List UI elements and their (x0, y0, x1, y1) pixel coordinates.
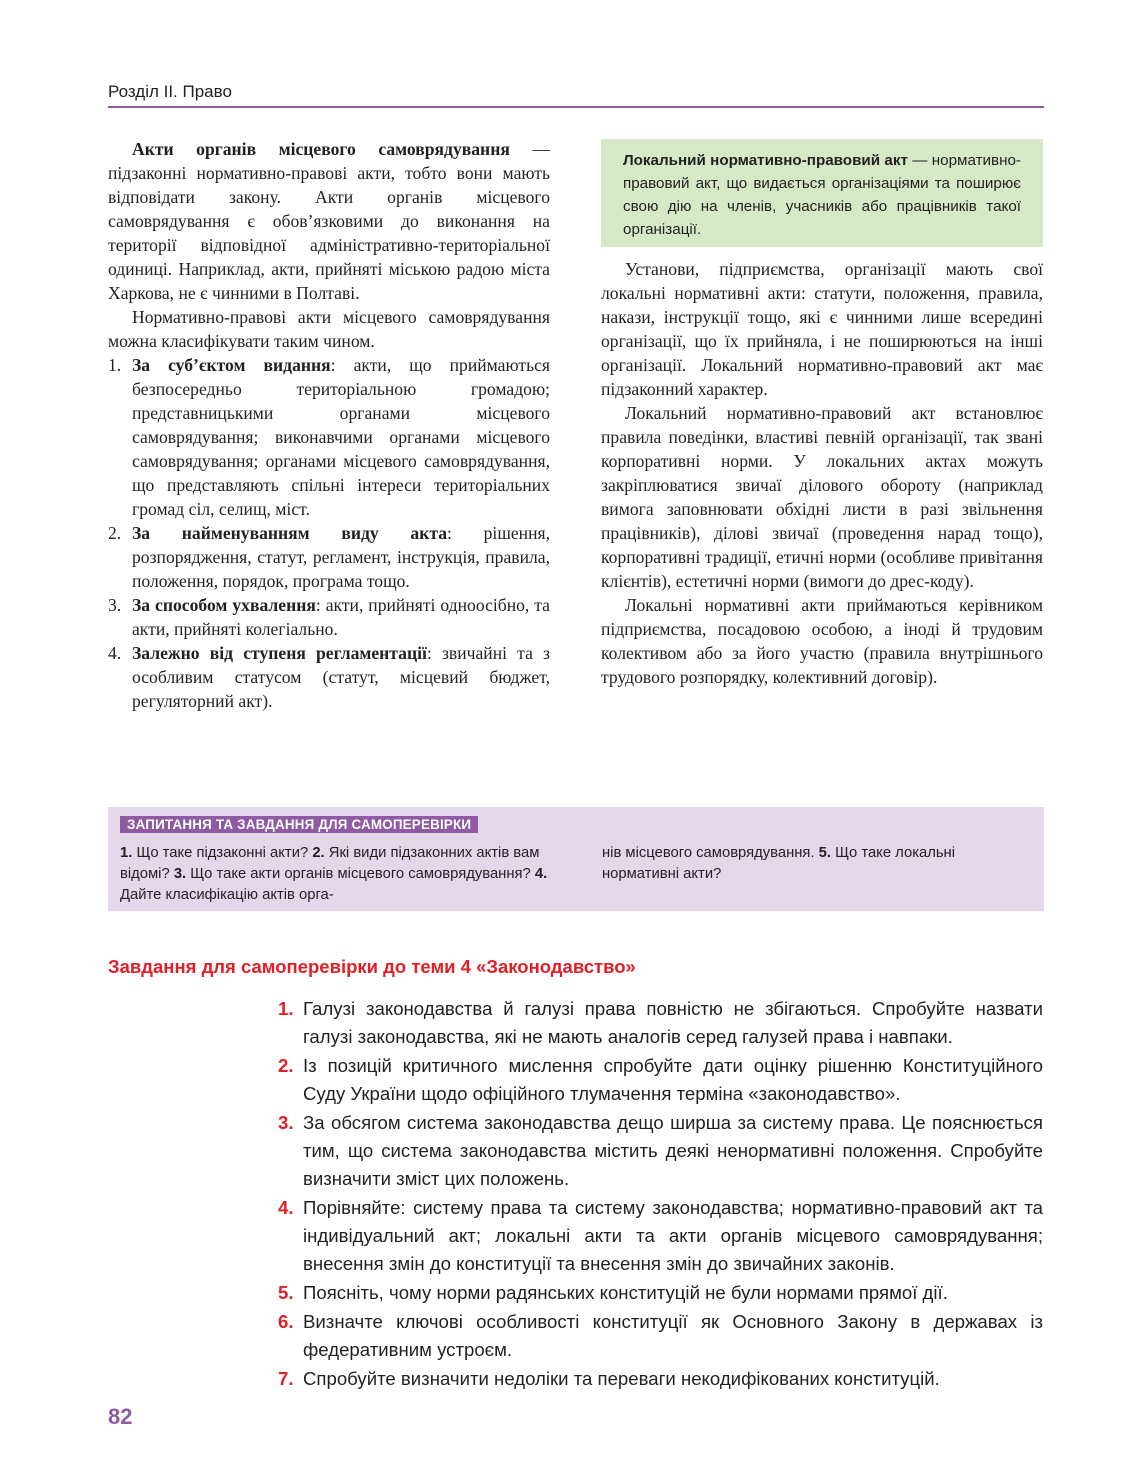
task-item (278, 1279, 1043, 1307)
list-item-number: 4. (108, 643, 122, 663)
question-number: 4. (534, 866, 548, 882)
self-check-questions-box (108, 807, 1044, 911)
task-number: 3. (278, 1112, 294, 1133)
definition-text: — нормативно-правовий акт, що видається організаціями та поширює свою дію на членів, учасників або працівників такої організації. (623, 152, 1021, 238)
left-column (108, 137, 550, 713)
question-text: Що таке акти органів місцевого самоврядування? (186, 866, 535, 882)
list-item (108, 641, 550, 713)
task-number: 4. (278, 1197, 294, 1218)
tasks-title: Завдання для самоперевірки до теми 4 «Законодавство» (108, 956, 636, 977)
paragraph: Локальні нормативні акти приймаються керівником підприємства, посадовою особою, а іноді й трудовим колективом або за його участю (правила внутрішнього трудового розпорядку, колективний договір). (601, 595, 1043, 687)
list-item (108, 353, 550, 521)
header-divider (108, 106, 1044, 108)
question-text: Які види підзаконних актів вам відомі? (120, 845, 540, 882)
page-number: 82 (108, 1404, 133, 1429)
task-number: 1. (278, 998, 294, 1019)
definition-box (601, 139, 1043, 247)
question-text: Дайте класифікацію актів орга- (120, 887, 334, 903)
task-number: 2. (278, 1055, 294, 1076)
task-item (278, 1109, 1043, 1193)
task-text: Визначте ключові особливості конституції як Основного Закону в державах із федеративним устроєм. (303, 1311, 1043, 1360)
paragraph: Установи, підприємства, організації мають свої локальні нормативні акти: статути, положення, правила, накази, інструкції тощо, які є чинними лише всередині організації, що їх прийняла, і не поширюються на інші організації. Локальний нормативно-правовий акт має підзаконний характер. (601, 259, 1043, 399)
list-item-term: За найменуванням виду акта (132, 523, 448, 543)
question-number: 2. (312, 845, 325, 861)
question-text: нів місцевого самоврядування. (602, 845, 819, 861)
task-text: Галузі законодавства й галузі права повністю не збігаються. Спробуйте назвати галузі законодавства, які не мають аналогів серед галузей права і навпаки. (303, 998, 1043, 1047)
list-item-text: : звичайні та з особливим статусом (статут, місцевий бюджет, регуляторний акт). (132, 643, 550, 711)
list-item-term: За способом ухвалення (132, 595, 316, 615)
list-item-text: : акти, прийняті одноосібно, та акти, прийняті колегіально. (132, 595, 550, 639)
task-text: Спробуйте визначити недоліки та переваги некодифікованих конституцій. (303, 1368, 940, 1389)
list-item-text: : рішення, розпорядження, статут, регламент, інструкція, правила, положення, порядок, програма тощо. (132, 523, 550, 591)
quiz-right-column (602, 843, 1034, 885)
question-text: Що таке підзаконні акти? (132, 845, 313, 861)
classification-list (108, 353, 550, 713)
list-item-number: 3. (108, 595, 122, 615)
question-number: 1. (120, 845, 133, 861)
paragraph: Локальний нормативно-правовий акт встановлює правила поведінки, властиві певній організації, так звані корпоративні норми. У локальних актах можуть закріплюватися звичаї ділового обороту (наприклад вимога заповнювати обхідні листи в разі звільнення працівників), ділові звичаї (проведення нарад тощо), корпоративні традиції, етичні норми (особливе привітання клієнтів), естетичні норми (вимоги до дрес-коду). (601, 403, 1043, 591)
task-item (278, 995, 1043, 1051)
paragraph-text: — підзаконні нормативно-правові акти, тобто вони мають відповідати закону. Акти органів місцевого самоврядування є обов’язковими до виконання на території відповідної адміністративно-територіальної одиниці. Наприклад, акти, прийняті міською радою міста Харкова, не є чинними в Полтаві. (108, 139, 551, 303)
task-text: Порівняйте: систему права та систему законодавства; нормативно-правовий акт та індивідуальний акт; локальні акти та акти органів місцевого самоврядування; внесення змін до конституції та внесення змін до звичайних законів. (303, 1197, 1043, 1274)
quiz-title: ЗАПИТАННЯ ТА ЗАВДАННЯ ДЛЯ САМОПЕРЕВІРКИ (120, 816, 478, 833)
list-item (108, 521, 550, 593)
quiz-left-column (120, 843, 552, 906)
paragraph-classification: Нормативно-правові акти місцевого самоврядування можна класифікувати таким чином. (108, 307, 550, 351)
list-item-term: За суб’єктом видання (132, 355, 331, 375)
paragraph-local-acts (108, 137, 550, 305)
task-number: 6. (278, 1311, 294, 1332)
definition-term: Локальний нормативно-правовий акт (623, 152, 908, 169)
question-number: 5. (818, 845, 832, 861)
task-item (278, 1308, 1043, 1364)
task-number: 5. (278, 1282, 294, 1303)
tasks-list (278, 995, 1043, 1394)
task-text: Із позицій критичного мислення спробуйте дати оцінку рішенню Конституційного Суду України щодо офіційного тлумачення терміна «законодавство». (303, 1055, 1043, 1104)
term-local-government-acts: Акти органів місцевого самоврядування (132, 139, 510, 159)
list-item-number: 1. (108, 355, 122, 375)
task-item (278, 1194, 1043, 1278)
question-text: Що таке локальні нормативні акти? (602, 845, 956, 882)
task-item (278, 1365, 1043, 1393)
task-text: За обсягом система законодавства дещо ширша за систему права. Це пояснюється тим, що система законодавства містить деякі ненормативні положення. Спробуйте визначити зміст цих положень. (303, 1112, 1043, 1189)
task-number: 7. (278, 1368, 294, 1389)
list-item-term: Залежно від ступеня регламентації (132, 643, 427, 663)
right-column (601, 257, 1043, 689)
list-item-text: : акти, що приймаються безпосередньо територіальною громадою; представницькими органами місцевого самоврядування; виконавчими органами місцевого самоврядування; органами місцевого самоврядування, що представляють спільні інтереси територіальних громад сіл, селищ, міст. (132, 355, 551, 519)
task-text: Поясніть, чому норми радянських конституцій не були нормами прямої дії. (303, 1282, 948, 1303)
list-item (108, 593, 550, 641)
section-header: Розділ ІІ. Право (108, 82, 232, 101)
question-number: 3. (173, 866, 187, 882)
task-item (278, 1052, 1043, 1108)
list-item-number: 2. (108, 523, 122, 543)
